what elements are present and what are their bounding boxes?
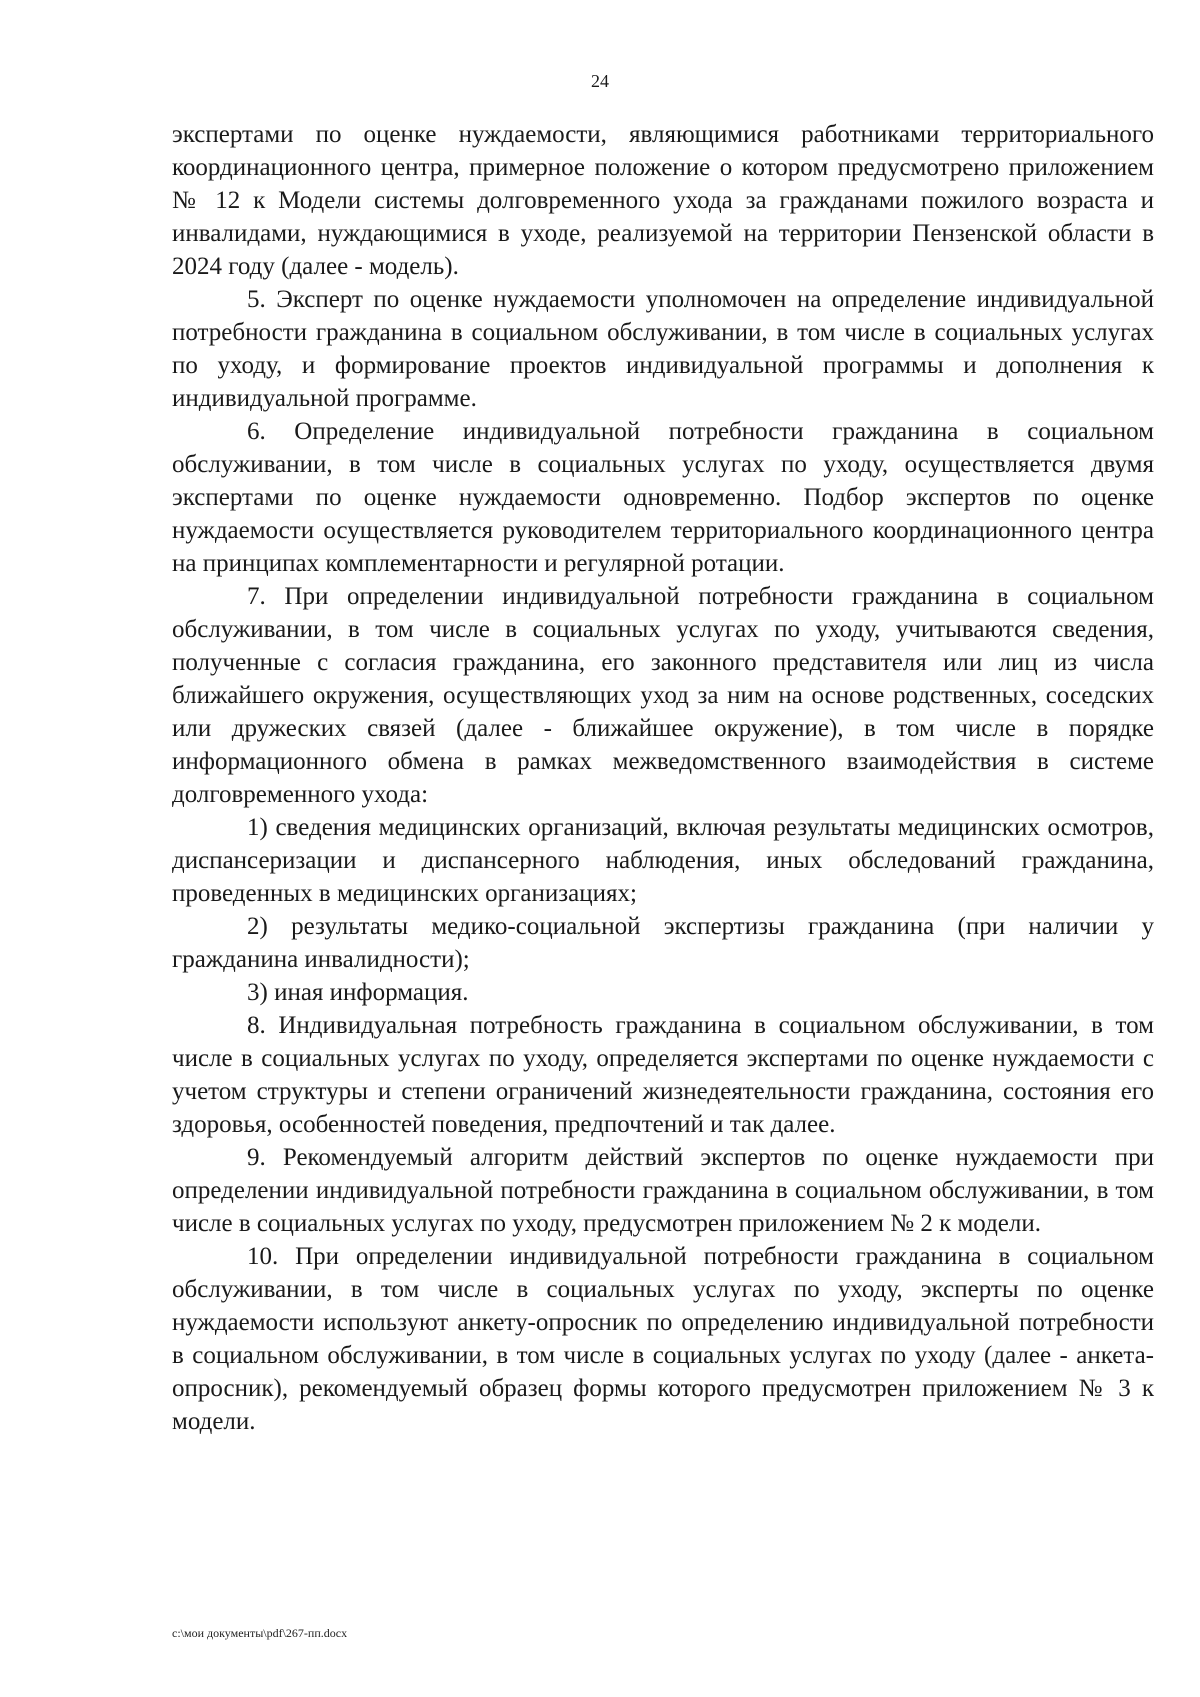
paragraph-item-7: 7. При определении индивидуальной потребности гражданина в социальном обслуживании, в том числе в социальных услугах по уходу, учитываются сведения, полученные с согласия гражданина, его законного представителя или лиц из числа ближайшего окружения, осуществляющих уход за ним на основе родственных, соседских или дружеских связей (далее - ближайшее окружение), в том числе в порядке информационного обмена в рамках межведомственного взаимодействия в системе долговременного ухода: [172,583,1154,808]
paragraph-item-10: 10. При определении индивидуальной потребности гражданина в социальном обслуживании, в том числе в социальных услугах по уходу, эксперты по оценке нуждаемости используют анкету-опросник по определению индивидуальной потребности в социальном обслуживании, в том числе в социальных услугах по уходу (далее - анкета-опросник), рекомендуемый образец формы которого предусмотрен приложением № 3 к модели. [172,1243,1154,1435]
subitem-2: 2) результаты медико-социальной экспертизы гражданина (при наличии у гражданина инвалидности); [172,913,1154,973]
paragraph-item-8: 8. Индивидуальная потребность гражданина в социальном обслуживании, в том числе в социальных услугах по уходу, определяется экспертами по оценке нуждаемости с учетом структуры и степени ограничений жизнедеятельности гражданина, состояния его здоровья, особенностей поведения, предпочтений и так далее. [172,1012,1154,1138]
page-number: 24 [591,71,609,91]
paragraph-item-6: 6. Определение индивидуальной потребности гражданина в социальном обслуживании, в том числе в социальных услугах по уходу, осуществляется двумя экспертами по оценке нуждаемости одновременно. Подбор экспертов по оценке нуждаемости осуществляется руководителем территориального координационного центра на принципах комплементарности и регулярной ротации. [172,418,1154,577]
paragraph-item-5: 5. Эксперт по оценке нуждаемости уполномочен на определение индивидуальной потребности гражданина в социальном обслуживании, в том числе в социальных услугах по уходу, и формирование проектов индивидуальной программы и дополнения к индивидуальной программе. [172,286,1154,412]
paragraph-continuation: экспертами по оценке нуждаемости, являющимися работниками территориального координационного центра, примерное положение о котором предусмотрено приложением № 12 к Модели системы долговременного ухода за гражданами пожилого возраста и инвалидами, нуждающимися в уходе, реализуемой на территории Пензенской области в 2024 году (далее - модель). [172,121,1154,280]
file-path-footer: c:\мои документы\pdf\267-пп.docx [172,1626,348,1640]
paragraph-item-9: 9. Рекомендуемый алгоритм действий экспертов по оценке нуждаемости при определении индивидуальной потребности гражданина в социальном обслуживании, в том числе в социальных услугах по уходу, предусмотрен приложением № 2 к модели. [172,1144,1154,1237]
document-body [172,118,1154,1438]
subitem-3: 3) иная информация. [247,979,469,1006]
subitem-1: 1) сведения медицинских организаций, включая результаты медицинских осмотров, диспансеризации и диспансерного наблюдения, иных обследований гражданина, проведенных в медицинских организациях; [172,814,1154,907]
